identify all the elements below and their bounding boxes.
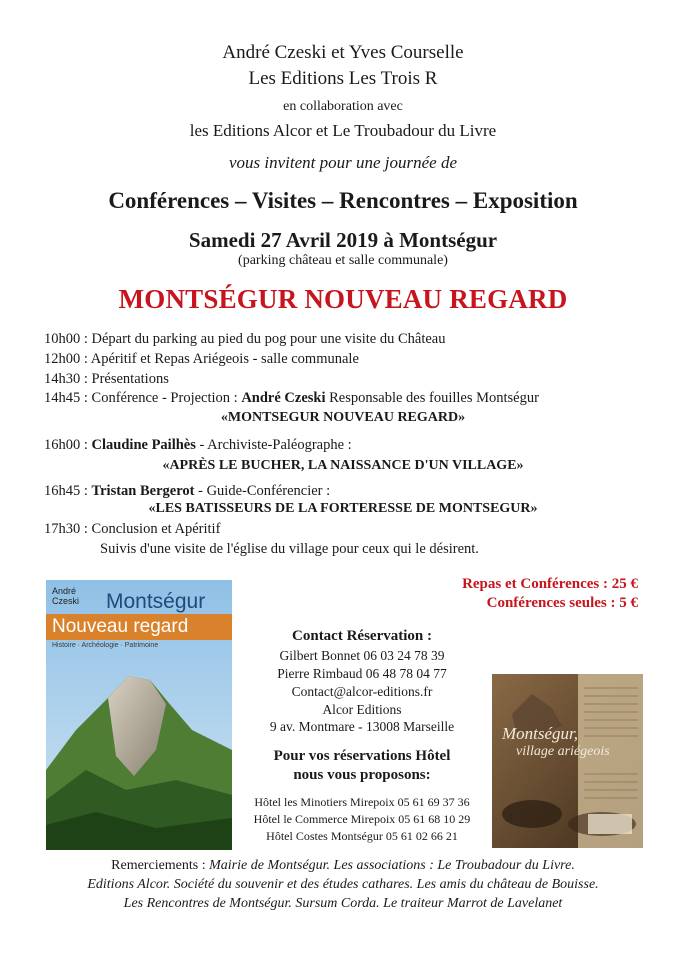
book-authors: André Czeski — [52, 586, 80, 606]
event-headline: MONTSÉGUR NOUVEAU REGARD — [118, 284, 568, 314]
schedule-item: 17h30 : Conclusion et Apéritif — [44, 521, 221, 537]
schedule-time: 14h45 : Conférence - Projection : — [44, 390, 242, 406]
publisher-line: Les Editions Les Trois R — [248, 68, 438, 89]
schedule-item: 10h00 : Départ du parking au pied du pog pour une visite du Château — [44, 331, 446, 347]
schedule-item: 14h30 : Présentations — [44, 371, 169, 387]
speaker-name: André Czeski — [241, 390, 326, 406]
acknowledgements-line — [0, 858, 686, 874]
acknowledgements-line: Les Rencontres de Montségur. Sursum Corda. Le traiteur Marrot de Lavelanet — [123, 896, 563, 911]
book-subtitle: Nouveau regard — [52, 616, 189, 637]
collaboration-line: en collaboration avec — [283, 99, 403, 114]
schedule-item — [44, 483, 330, 500]
speaker-name: Tristan Bergerot — [91, 483, 195, 499]
talk-title: «MONTSEGUR NOUVEAU REGARD» — [220, 410, 466, 425]
partners-line: les Editions Alcor et Le Troubadour du Livre — [189, 121, 497, 140]
speaker-role: - Guide-Conférencier : — [194, 483, 331, 499]
contact-title: Contact Réservation : — [292, 628, 432, 644]
price-conferences-only: Conférences seules : 5 € — [486, 595, 638, 611]
organizers-line: André Czeski et Yves Courselle — [222, 42, 464, 63]
schedule-item — [44, 390, 539, 407]
book-title: Montségur, — [502, 724, 579, 743]
schedule-time: 16h00 : — [44, 437, 92, 453]
contact-email: Contact@alcor-editions.fr — [291, 684, 433, 699]
schedule-item — [44, 437, 352, 454]
acknowledgements-lead: Remerciements : — [111, 858, 210, 873]
contact-company: Alcor Editions — [322, 702, 402, 717]
book-cover-montsegur-nouveau-regard — [46, 580, 232, 850]
book-cover-village-ariegeois — [492, 674, 643, 848]
schedule-item: 12h00 : Apéritif et Repas Ariégeois - salle communale — [44, 351, 359, 367]
invitation-line: vous invitent pour une journée de — [228, 153, 458, 172]
contact-phone: Pierre Rimbaud 06 48 78 04 77 — [277, 666, 447, 681]
talk-title: «APRÈS LE BUCHER, LA NAISSANCE D'UN VILLAGE» — [162, 458, 524, 473]
speaker-name: Claudine Pailhès — [91, 437, 196, 453]
book-tagline: Histoire · Archéologie · Patrimoine — [52, 642, 159, 649]
hotel-heading: Pour vos réservations Hôtel — [273, 748, 451, 764]
speaker-role: - Archiviste-Paléographe : — [195, 437, 352, 453]
price-meal-conferences: Repas et Conférences : 25 € — [462, 576, 638, 592]
hotel-entry: Hôtel Costes Montségur 05 61 02 66 21 — [266, 829, 458, 843]
acknowledgements-line: Editions Alcor. Société du souvenir et des études cathares. Les amis du château de Bouisse. — [87, 877, 599, 892]
contact-address: 9 av. Montmare - 13008 Marseille — [269, 719, 455, 734]
speaker-role: Responsable des fouilles Montségur — [325, 390, 539, 406]
hotel-entry: Hôtel les Minotiers Mirepoix 05 61 69 37 36 — [254, 795, 470, 809]
hotel-entry: Hôtel le Commerce Mirepoix 05 61 68 10 29 — [253, 812, 471, 826]
contact-phone: Gilbert Bonnet 06 03 24 78 39 — [279, 648, 445, 663]
book-cover-art — [492, 674, 643, 848]
schedule-time: 16h45 : — [44, 483, 92, 499]
activities-heading: Conférences – Visites – Rencontres – Exposition — [108, 188, 578, 213]
schedule-note: Suivis d'une visite de l'église du village pour ceux qui le désirent. — [100, 541, 479, 557]
hotel-heading: nous vous proposons: — [293, 767, 431, 783]
event-date: Samedi 27 Avril 2019 à Montségur — [188, 228, 498, 252]
talk-title: «LES BATISSEURS DE LA FORTERESSE DE MONTSEGUR» — [148, 501, 538, 516]
acknowledgements-text: Mairie de Montségur. Les associations : Le Troubadour du Livre. — [209, 858, 575, 873]
book-title: Montségur — [106, 590, 206, 613]
book-subtitle: village ariégeois — [516, 744, 610, 759]
event-location: (parking château et salle communale) — [238, 253, 448, 268]
